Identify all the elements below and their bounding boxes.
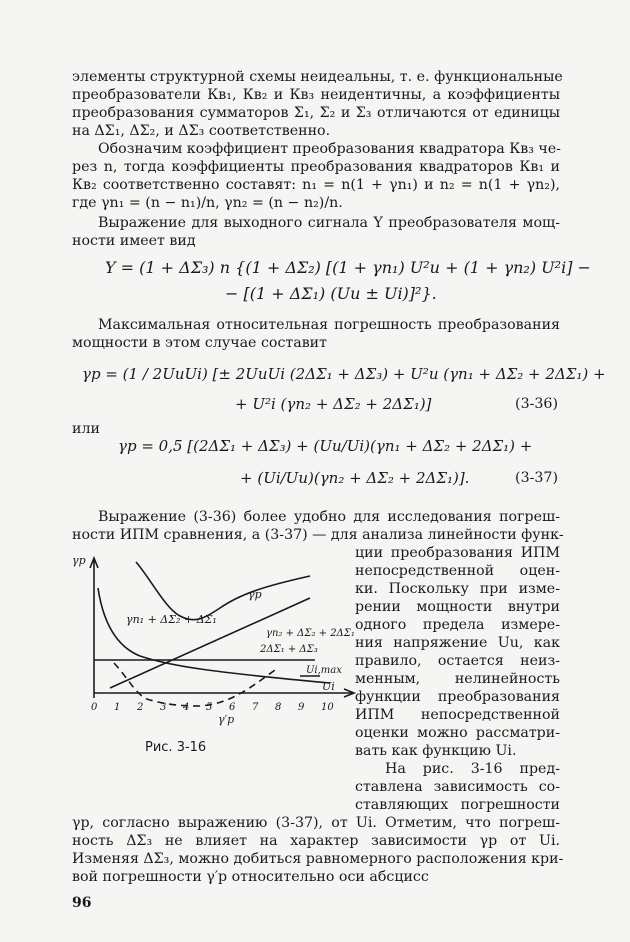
- text-line: Изменяя ΔΣ₃, можно добиться равномерного расположения кри-: [72, 851, 564, 867]
- text-line: ставляющих погрешности: [355, 797, 560, 813]
- x-tick-label: 5: [206, 702, 213, 713]
- text-line: Выражение (3-36) более удобно для исследования погреш-: [98, 509, 560, 525]
- label-gamma-p-prime: γ′p: [218, 713, 235, 726]
- label-y-axis: γp: [72, 554, 86, 567]
- text-line: ния напряжение Uu, как: [355, 635, 560, 651]
- text-line: ции преобразования ИПМ: [355, 545, 560, 561]
- text-line: рении мощности внутри: [355, 599, 560, 615]
- text-line: преобразователи Кв₁, Кв₂ и Кв₃ неидентичны, а коэффициенты: [72, 87, 560, 103]
- equation-3-37-line2: + (Ui/Uu)(γn₂ + ΔΣ₂ + 2ΔΣ₁)].: [240, 469, 470, 487]
- x-tick-label: 8: [275, 702, 282, 713]
- figure-caption: Рис. 3-16: [145, 740, 207, 755]
- label-gamma-p: γp: [248, 588, 262, 601]
- text-line: оценки можно рассматри-: [355, 725, 560, 741]
- text-line: элементы структурной схемы неидеальны, т. е. функциональные: [72, 69, 563, 85]
- text-or: или: [72, 421, 100, 437]
- x-tick-label: 0: [91, 702, 98, 713]
- text-line: Максимальная относительная погрешность преобразования: [98, 317, 560, 333]
- x-tick-label: 9: [298, 702, 305, 713]
- x-tick-label: 4: [183, 702, 190, 713]
- page-number: 96: [72, 895, 92, 911]
- x-tick-label: 10: [321, 702, 334, 713]
- figure-3-16: [70, 548, 360, 733]
- x-tick-label: 2: [137, 702, 144, 713]
- text-line: непосредственной оцен-: [355, 563, 560, 579]
- label-curve-b: γn₂ + ΔΣ₂ + 2ΔΣ₁: [266, 628, 355, 639]
- equation-3-36-line2: + U²i (γn₂ + ΔΣ₂ + 2ΔΣ₁)]: [235, 395, 432, 413]
- x-tick-label: 3: [160, 702, 167, 713]
- equation-3-36-line1: γp = (1 / 2UuUi) [± 2UuUi (2ΔΣ₁ + ΔΣ₃) + U²u (γn₁ + ΔΣ₂ + 2ΔΣ₁) +: [82, 365, 606, 383]
- curve-gamma-p: [136, 562, 310, 620]
- text-line: ности имеет вид: [72, 233, 196, 249]
- text-line: ность ΔΣ₃ не влияет на характер зависимости γp от Ui.: [72, 833, 560, 849]
- text-line: Выражение для выходного сигнала Y преобразователя мощ-: [98, 215, 560, 231]
- label-x-axis: Ui: [322, 680, 335, 693]
- curve-gamma-n2: [110, 598, 310, 688]
- text-line: преобразования сумматоров Σ₁, Σ₂ и Σ₃ отличаются от единицы: [72, 105, 560, 121]
- equation-number: (3-37): [515, 470, 558, 486]
- text-line: Обозначим коэффициент преобразования квадратора Кв₃ че-: [98, 141, 561, 157]
- curve-gamma-p-prime: [114, 663, 275, 706]
- text-line: функции преобразования: [355, 689, 560, 705]
- label-curve-a: γn₁ + ΔΣ₂ + ΔΣ₁: [126, 613, 217, 626]
- text-line: Кв₂ соответственно составят: n₁ = n(1 + γn₁) и n₂ = n(1 + γn₂),: [72, 177, 560, 193]
- text-line: менным, нелинейность: [355, 671, 560, 687]
- text-line: рез n, тогда коэффициенты преобразования квадраторов Кв₁ и: [72, 159, 560, 175]
- text-line: мощности в этом случае составит: [72, 335, 327, 351]
- text-line: правило, остается неиз-: [355, 653, 560, 669]
- error-curves-plot: [70, 548, 360, 733]
- equation-number: (3-36): [515, 396, 558, 412]
- equation-y-line1: Y = (1 + ΔΣ₃) n {(1 + ΔΣ₂) [(1 + γn₁) U²u + (1 + γn₂) U²i] −: [105, 258, 591, 277]
- text-line: вать как функцию Ui.: [355, 743, 517, 759]
- text-line: ставлена зависимость со-: [355, 779, 560, 795]
- text-line: одного предела измере-: [355, 617, 560, 633]
- text-line: На рис. 3-16 пред-: [385, 761, 560, 777]
- text-line: на ΔΣ₁, ΔΣ₂, и ΔΣ₃ соответственно.: [72, 123, 331, 139]
- equation-3-37-line1: γp = 0,5 [(2ΔΣ₁ + ΔΣ₃) + (Uu/Ui)(γn₁ + ΔΣ₂ + 2ΔΣ₁) +: [118, 437, 533, 455]
- text-line: ки. Поскольку при изме-: [355, 581, 560, 597]
- x-tick-label: 6: [229, 702, 236, 713]
- label-ui-max: Ui,max: [306, 665, 342, 676]
- text-line: γp, согласно выражению (3-37), от Ui. Отметим, что погреш-: [72, 815, 560, 831]
- x-tick-label: 7: [252, 702, 259, 713]
- label-constant: 2ΔΣ₁ + ΔΣ₃: [260, 644, 318, 655]
- text-line: ИПМ непосредственной: [355, 707, 560, 723]
- text-line: где γn₁ = (n − n₁)/n, γn₂ = (n − n₂)/n.: [72, 195, 343, 211]
- x-tick-label: 1: [114, 702, 121, 713]
- equation-y-line2: − [(1 + ΔΣ₁) (Uu ± Ui)]²}.: [225, 284, 437, 303]
- text-line: вой погрешности γ′p относительно оси абсцисс: [72, 869, 429, 885]
- text-line: ности ИПМ сравнения, а (3-37) — для анализа линейности функ-: [72, 527, 564, 543]
